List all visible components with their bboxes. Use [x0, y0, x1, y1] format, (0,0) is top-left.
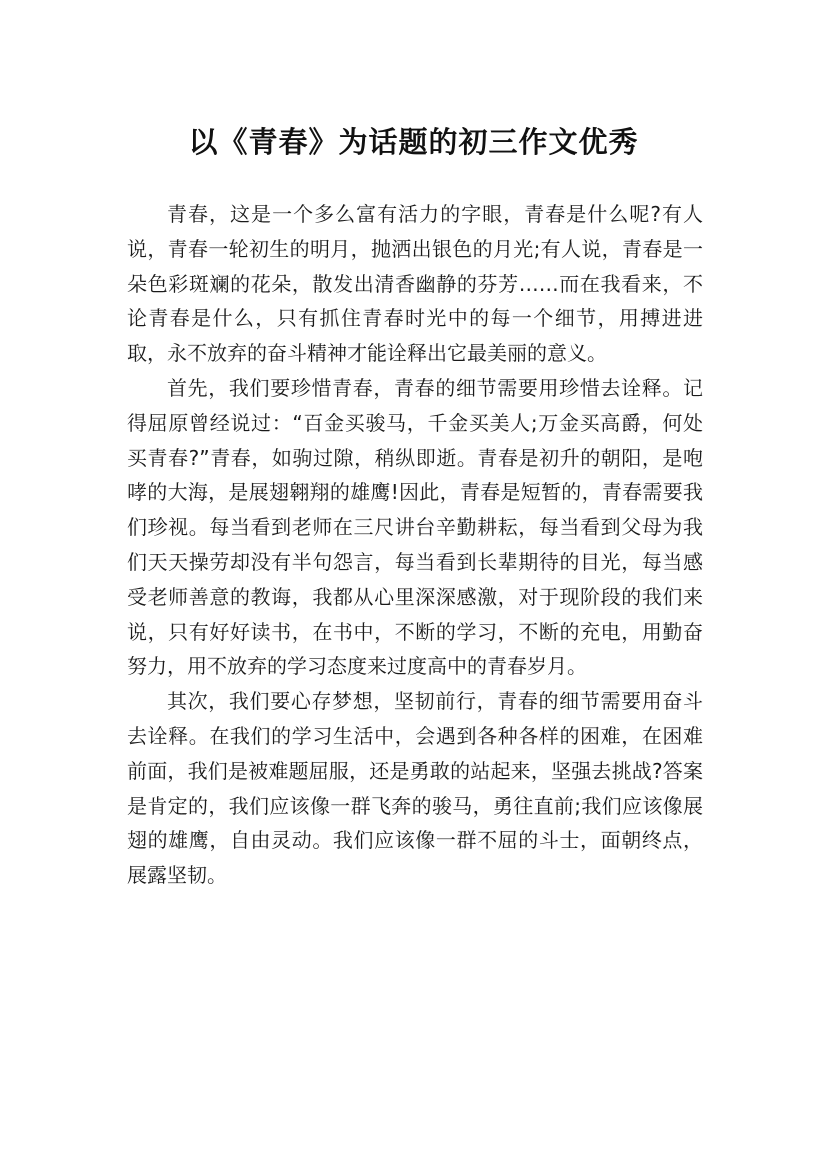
paragraph-1: 青春，这是一个多么富有活力的字眼，青春是什么呢?有人说，青春一轮初生的明月，抛洒出银色的月光;有人说，青春是一朵色彩斑斓的花朵，散发出清香幽静的芬芳……而在我看来，不论青春是什么，只有抓住青春时光中的每一个细节，用搏进进取，永不放弃的奋斗精神才能诠释出它最美丽的意义。 [127, 202, 703, 366]
paragraph-2: 首先，我们要珍惜青春，青春的细节需要用珍惜去诠释。记得屈原曾经说过：“百金买骏马，千金买美人;万金买高爵，何处买青春?”青春，如驹过隙，稍纵即逝。青春是初升的朝阳，是咆哮的大海，是展翅翱翔的雄鹰!因此，青春是短暂的，青春需要我们珍视。每当看到老师在三尺讲台辛勤耕耘，每当看到父母为我们天天操劳却没有半句怨言，每当看到长辈期待的目光，每当感受老师善意的教诲，我都从心里深深感激，对于现阶段的我们来说，只有好好读书，在书中，不断的学习，不断的充电，用勤奋努力，用不放弃的学习态度来过度高中的青春岁月。 [127, 375, 703, 679]
document-body [127, 197, 703, 893]
paragraph-3: 其次，我们要心存梦想，坚韧前行，青春的细节需要用奋斗去诠释。在我们的学习生活中，会遇到各种各样的困难，在困难前面，我们是被难题屈服，还是勇敢的站起来，坚强去挑战?答案是肯定的，我们应该像一群飞奔的骏马，勇往直前;我们应该像展翅的雄鹰，自由灵动。我们应该像一群不屈的斗士，面朝终点，展露坚韧。 [127, 689, 703, 888]
document-title: 以《青春》为话题的初三作文优秀 [188, 125, 639, 160]
